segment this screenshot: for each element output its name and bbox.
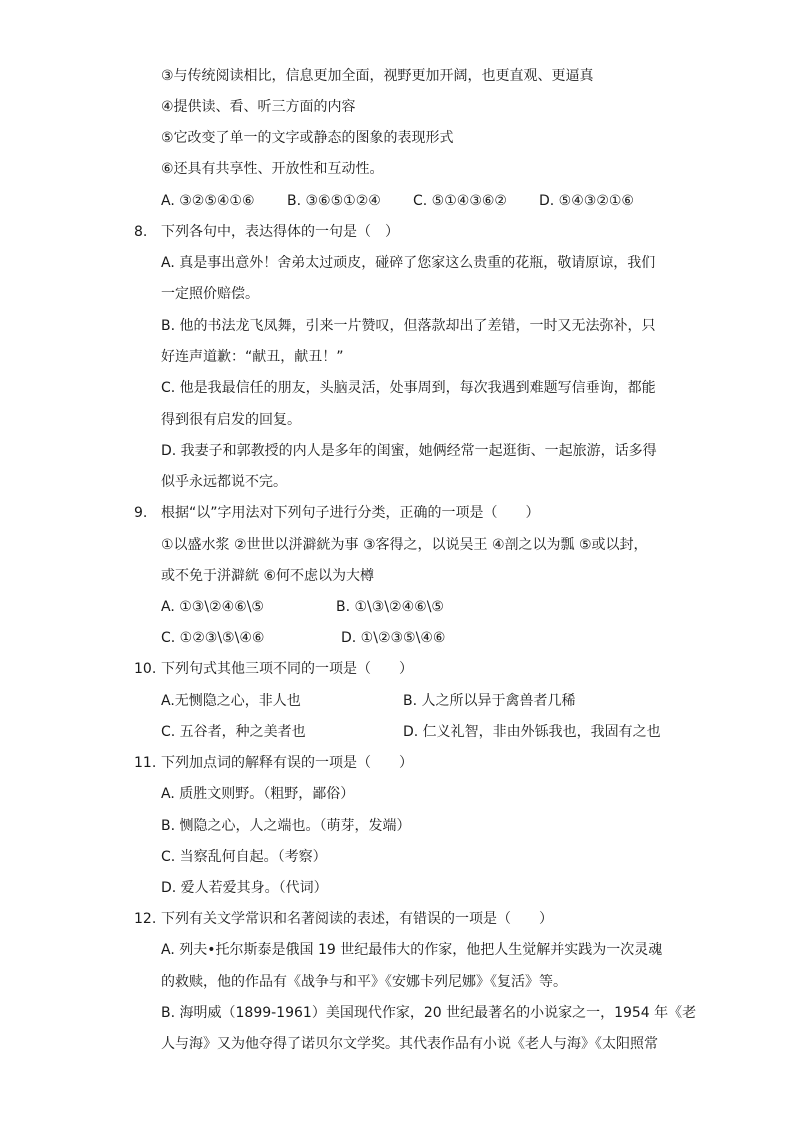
q10-number: 10. (134, 661, 157, 677)
q11-option-a: A. 质胜文则野。（粗野，鄙俗） (161, 786, 355, 802)
q8-stem: 下列各句中，表达得体的一句是（ ） (161, 224, 399, 240)
q9-option-a: A. ①③\②④⑥\⑤ (161, 599, 264, 615)
q8-line: A. 真是事出意外！舍弟太过顽皮，碰碎了您家这么贵重的花瓶，敬请原谅，我们 (161, 255, 656, 271)
q9-option-b: B. ①\③\②④⑥\⑤ (336, 599, 444, 615)
q12-line: 的救赎，他的作品有《战争与和平》《安娜卡列尼娜》《复活》等。 (161, 974, 567, 990)
q12-stem: 下列有关文学常识和名著阅读的表述，有错误的一项是（ ） (161, 911, 553, 927)
prev-item-5: ⑤它改变了单一的文字或静态的图象的表现形式 (161, 130, 454, 146)
q10-option-a: A.无恻隐之心，非人也 (161, 693, 301, 709)
q9-number: 9. (134, 505, 148, 521)
q9-option-c: C. ①②③\⑤\④⑥ (161, 630, 265, 646)
q12-line: B. 海明威（1899-1961）美国现代作家，20 世纪最著名的小说家之一，1954 年《老 (161, 1005, 697, 1021)
q8-line: D. 我妻子和郭教授的内人是多年的闺蜜，她俩经常一起逛街、一起旅游，话多得 (161, 443, 657, 459)
q8-number: 8. (134, 224, 148, 240)
q7-option-b: B. ③⑥⑤①②④ (287, 193, 381, 209)
q8-line: 好连声道歉：“献丑，献丑！” (161, 349, 344, 365)
q9-line: ①以盛水浆 ②世世以洴澼絖为事 ③客得之，以说吴王 ④剖之以为瓢 ⑤或以封， (161, 537, 648, 553)
q7-option-d: D. ⑤④③②①⑥ (539, 193, 634, 209)
q11-option-d: D. 爱人若爱其身。（代词） (161, 880, 328, 896)
q11-number: 11. (134, 755, 157, 771)
q8-line: 得到很有启发的回复。 (161, 412, 301, 428)
q12-number: 12. (134, 911, 157, 927)
q12-line: A. 列夫•托尔斯泰是俄国 19 世纪最伟大的作家，他把人生觉解并实践为一次灵魂 (161, 942, 663, 958)
q9-stem: 根据“以”字用法对下列句子进行分类，正确的一项是（ ） (161, 505, 540, 521)
q7-option-a: A. ③②⑤④①⑥ (161, 193, 255, 209)
q9-option-d: D. ①\②③⑤\④⑥ (341, 630, 446, 646)
q10-option-b: B. 人之所以异于禽兽者几稀 (403, 693, 576, 709)
q8-line: 似乎永远都说不完。 (161, 474, 287, 490)
q7-option-c: C. ⑤①④③⑥② (413, 193, 507, 209)
q11-option-c: C. 当察乱何自起。（考察） (161, 849, 327, 865)
prev-item-3: ③与传统阅读相比，信息更加全面，视野更加开阔，也更直观、更逼真 (161, 68, 594, 84)
q10-option-c: C. 五谷者，种之美者也 (161, 724, 306, 740)
q8-line: 一定照价赔偿。 (161, 286, 259, 302)
prev-item-6: ⑥还具有共享性、开放性和互动性。 (161, 161, 384, 177)
q10-option-d: D. 仁义礼智，非由外铄我也，我固有之也 (403, 724, 661, 740)
q8-line: B. 他的书法龙飞凤舞，引来一片赞叹，但落款却出了差错，一时又无法弥补，只 (161, 318, 656, 334)
q10-stem: 下列句式其他三项不同的一项是（ ） (161, 661, 413, 677)
q12-line: 人与海》又为他夺得了诺贝尔文学奖。其代表作品有小说《老人与海》《太阳照常 (161, 1036, 658, 1052)
q8-line: C. 他是我最信任的朋友，头脑灵活，处事周到，每次我遇到难题写信垂询，都能 (161, 380, 656, 396)
q9-line: 或不免于洴澼絖 ⑥何不虑以为大樽 (161, 568, 375, 584)
q11-option-b: B. 恻隐之心，人之端也。（萌芽，发端） (161, 818, 411, 834)
prev-item-4: ④提供读、看、听三方面的内容 (161, 99, 356, 115)
q11-stem: 下列加点词的解释有误的一项是（ ） (161, 755, 413, 771)
